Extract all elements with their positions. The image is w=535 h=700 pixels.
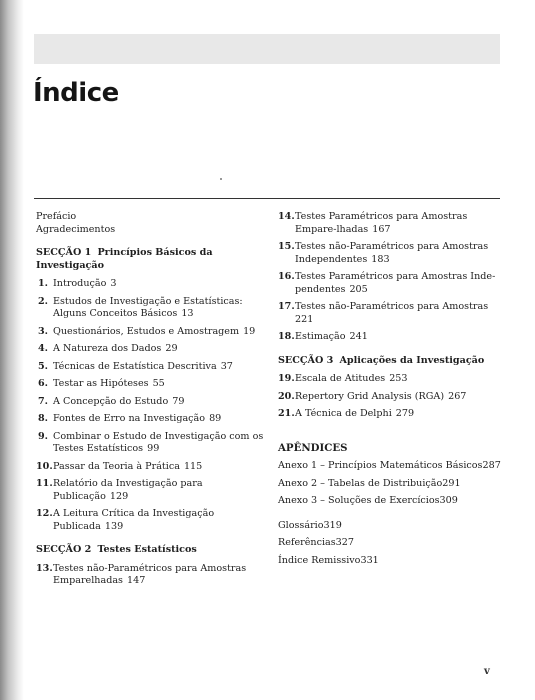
appendix-title: Anexo 1 – Princípios Matemáticos Básicos — [278, 460, 483, 471]
back-matter-entry — [278, 555, 506, 568]
chapter-number: 3. — [37, 325, 48, 337]
page-number: 183 — [371, 253, 390, 265]
chapter-number: 19. — [278, 373, 295, 384]
toc-entry — [278, 211, 506, 236]
chapter-title: Testes Paramétricos para Amostras Empare-lhadas — [295, 211, 468, 235]
chapter-title: Testes não-Paramétricos para Amostras Independentes — [295, 241, 489, 265]
page-number: 287 — [482, 460, 501, 471]
chapter-number: 12. — [36, 508, 53, 519]
page-number: 37 — [220, 360, 233, 372]
back-matter-entry — [278, 537, 506, 550]
page-number: 221 — [295, 313, 314, 325]
toc-entry — [36, 296, 264, 321]
chapter-title: A Técnica de Delphi — [295, 408, 392, 419]
chapter-number: 18. — [278, 331, 295, 342]
back-title: Índice Remissivo — [278, 554, 361, 566]
toc-entry — [36, 431, 264, 456]
chapter-title: A Concepção do Estudo — [53, 395, 169, 407]
page-number: 115 — [183, 460, 203, 472]
chapter-title: A Leitura Crítica da Investigação Publicada — [53, 508, 215, 532]
chapter-number: 4. — [37, 343, 48, 354]
chapter-title: Técnicas de Estatística Descritiva — [53, 360, 217, 372]
toc-entry — [278, 391, 506, 404]
chapter-title: Combinar o Estudo de Investigação com os Testes Estatísticos — [53, 430, 264, 454]
toc-entry — [278, 408, 506, 421]
chapter-number: 1. — [37, 278, 48, 289]
chapter-title: Testes não-Paramétricos para Amostras — [295, 301, 489, 312]
chapter-number: 9. — [37, 430, 48, 442]
page-number: 327 — [335, 537, 354, 548]
toc-entry — [278, 271, 506, 296]
toc-entry — [36, 413, 264, 426]
chapter-title: Passar da Teoria à Prática — [53, 460, 180, 472]
appendices-heading: APÊNDICES — [278, 441, 348, 454]
back-title: Referências — [278, 537, 336, 548]
section-label: SECÇÃO 1 — [36, 247, 92, 258]
toc-entry — [278, 373, 506, 386]
appendix-entry — [278, 478, 506, 491]
chapter-number: 5. — [37, 360, 48, 372]
chapter-number: 6. — [37, 378, 48, 389]
page-number: 279 — [395, 408, 415, 419]
page-number: 241 — [349, 331, 368, 342]
appendix-title: Anexo 2 – Tabelas de Distribuição — [278, 477, 443, 489]
toc-left-column — [36, 211, 264, 588]
toc-entry — [36, 508, 264, 533]
page-number: 3 — [110, 278, 117, 289]
toc-entry — [36, 478, 264, 503]
toc-entry — [36, 378, 264, 391]
section-label: SECÇÃO 3 — [278, 354, 334, 366]
appendix-entry — [278, 495, 506, 508]
chapter-title: Escala de Atitudes — [295, 373, 386, 384]
chapter-number: 7. — [37, 395, 48, 407]
page-number: 319 — [323, 519, 342, 531]
appendix-entry — [278, 460, 506, 473]
toc-entry — [36, 461, 264, 474]
chapter-number: 16. — [278, 271, 295, 282]
header-band — [34, 34, 500, 64]
toc-entry — [36, 563, 264, 588]
chapter-title: Repertory Grid Analysis (RGA) — [295, 390, 445, 402]
page-number: 79 — [172, 395, 185, 407]
toc-entry-preface: Prefácio — [36, 211, 77, 222]
chapter-number: 14. — [278, 211, 295, 222]
chapter-title: Testar as Hipóteses — [53, 378, 149, 389]
appendix-title: Anexo 3 – Soluções de Exercícios — [278, 495, 440, 506]
section-title: Princípios Básicos da Investigação — [36, 247, 213, 271]
toc-entry — [278, 301, 506, 326]
toc-entry — [278, 241, 506, 266]
toc-entry — [36, 396, 264, 409]
page-number: 291 — [442, 477, 461, 489]
page-number: 139 — [104, 520, 124, 532]
page-number: 55 — [152, 378, 165, 389]
page-number: 13 — [181, 308, 194, 319]
chapter-number: 21. — [278, 408, 295, 419]
section-heading-2 — [36, 544, 264, 557]
section-title: Testes Estatísticos — [97, 544, 197, 555]
chapter-number: 13. — [36, 562, 53, 574]
section-heading-3 — [278, 355, 506, 368]
page-number: 331 — [360, 554, 379, 566]
back-matter-entry — [278, 520, 506, 533]
page-corner-mark: v — [484, 666, 490, 677]
chapter-title: A Natureza dos Dados — [53, 343, 162, 354]
toc-right-column — [278, 211, 506, 567]
chapter-title: Questionários, Estudos e Amostragem — [53, 325, 240, 337]
title-rule — [34, 198, 500, 199]
toc-entry-acknowledgements: Agradecimentos — [36, 223, 116, 235]
chapter-title: Testes não-Paramétricos para Amostras Emparelhadas — [53, 562, 247, 586]
chapter-number: 11. — [36, 478, 53, 489]
page-number: 309 — [439, 495, 458, 506]
back-title: Glossário — [278, 519, 324, 531]
chapter-title: Introdução — [53, 278, 107, 289]
chapter-number: 10. — [36, 460, 53, 472]
chapter-number: 15. — [278, 241, 295, 252]
toc-entry — [278, 331, 506, 344]
chapter-title: Relatório da Investigação para Publicação — [53, 478, 203, 502]
page-number: 129 — [109, 490, 129, 502]
toc-entry — [36, 326, 264, 339]
chapter-number: 2. — [37, 295, 48, 307]
section-title: Aplicações da Investigação — [339, 354, 485, 366]
toc-entry — [36, 343, 264, 356]
page-number: 89 — [209, 413, 222, 424]
chapter-number: 8. — [37, 413, 48, 424]
chapter-number: 20. — [278, 390, 295, 402]
section-heading-1 — [36, 247, 264, 272]
toc-entry — [36, 278, 264, 291]
page-number: 167 — [372, 223, 391, 235]
page-number: 253 — [389, 373, 408, 384]
page-number: 19 — [243, 325, 256, 337]
page-number: 29 — [165, 343, 178, 354]
page-number: 147 — [126, 575, 146, 586]
section-label: SECÇÃO 2 — [36, 544, 92, 555]
chapter-title: Fontes de Erro na Investigação — [53, 413, 206, 424]
chapter-number: 17. — [278, 301, 295, 312]
chapter-title: Estudos de Investigação e Estatísticas: Alguns Conceitos Básicos — [53, 295, 243, 319]
page-title: Índice — [33, 78, 119, 108]
page-number: 99 — [147, 443, 160, 454]
toc-entry — [36, 361, 264, 374]
stray-dot — [220, 178, 222, 180]
chapter-title: Estimação — [295, 331, 346, 342]
page-number: 267 — [448, 390, 467, 402]
chapter-title: Testes Paramétricos para Amostras Inde-pendentes — [295, 271, 496, 295]
book-gutter-shadow — [0, 0, 24, 700]
page-number: 205 — [349, 283, 368, 295]
